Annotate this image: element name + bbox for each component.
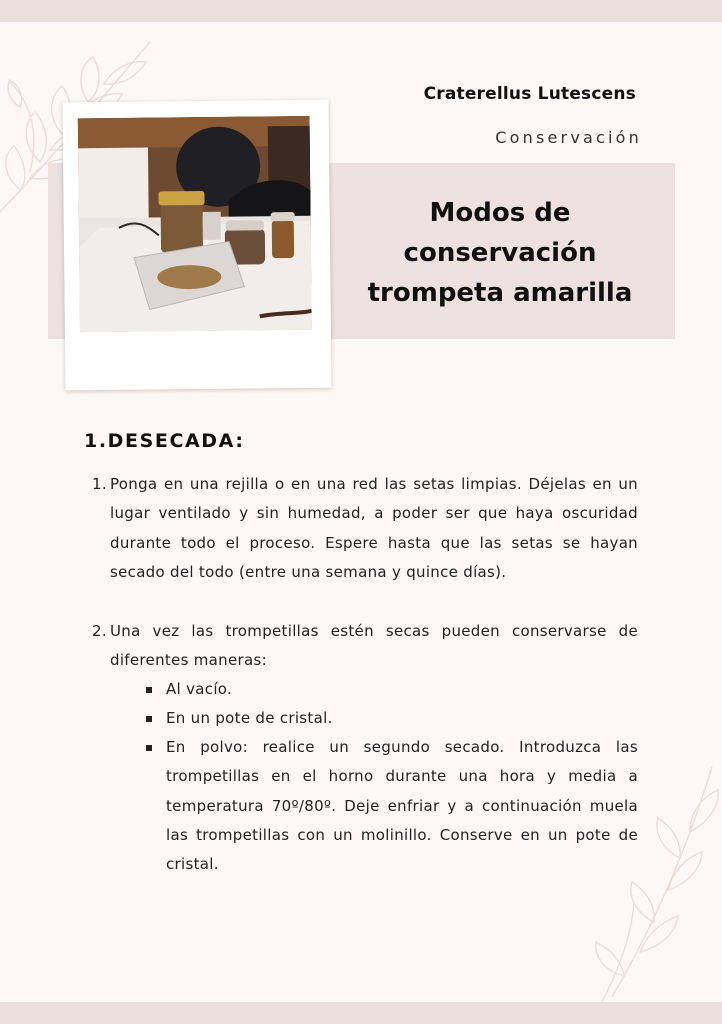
- list-item: [92, 470, 638, 587]
- step-text: Ponga en una rejilla o en una red las setas limpias. Déjelas en un lugar ventilado y sin humedad, a poder ser que haya oscuridad durante todo el proceso. Espere hasta que las setas se hayan secado del todo (entre una semana y quince días).: [110, 475, 638, 581]
- option-text: Al vacío.: [166, 680, 233, 698]
- option-text: En polvo: realice un segundo secado. Introduzca las trompetillas en el horno durante una hora y media a temperatura 70º/80º. Deje enfriar y a continuación muela las trompetillas con un molinillo. Conserve en un pote de cristal.: [166, 738, 638, 874]
- brand-name: Craterellus Lutescens: [423, 84, 636, 104]
- mushroom-jars-photo: [78, 116, 312, 332]
- page-title: [330, 193, 670, 313]
- section-heading: 1.DESECADA:: [84, 430, 245, 452]
- bottom-band: [0, 1002, 722, 1024]
- section-label: Conservación: [495, 128, 642, 147]
- step-number: 1.: [92, 475, 107, 493]
- bullet-icon: [146, 687, 152, 693]
- bullet-icon: [146, 716, 152, 722]
- list-item: [166, 704, 638, 733]
- top-band: [0, 0, 722, 22]
- list-item: [166, 675, 638, 704]
- title-line-2: conservación: [403, 238, 597, 268]
- bullet-icon: [146, 745, 152, 751]
- list-item: [166, 733, 638, 879]
- title-line-1: Modos de: [429, 198, 571, 228]
- polaroid-frame: [62, 100, 331, 391]
- title-line-3: trompeta amarilla: [367, 278, 633, 308]
- list-item: [92, 617, 638, 676]
- step-number: 2.: [92, 622, 107, 640]
- step-text: Una vez las trompetillas estén secas pueden conservarse de diferentes maneras:: [110, 622, 638, 670]
- option-text: En un pote de cristal.: [166, 709, 333, 727]
